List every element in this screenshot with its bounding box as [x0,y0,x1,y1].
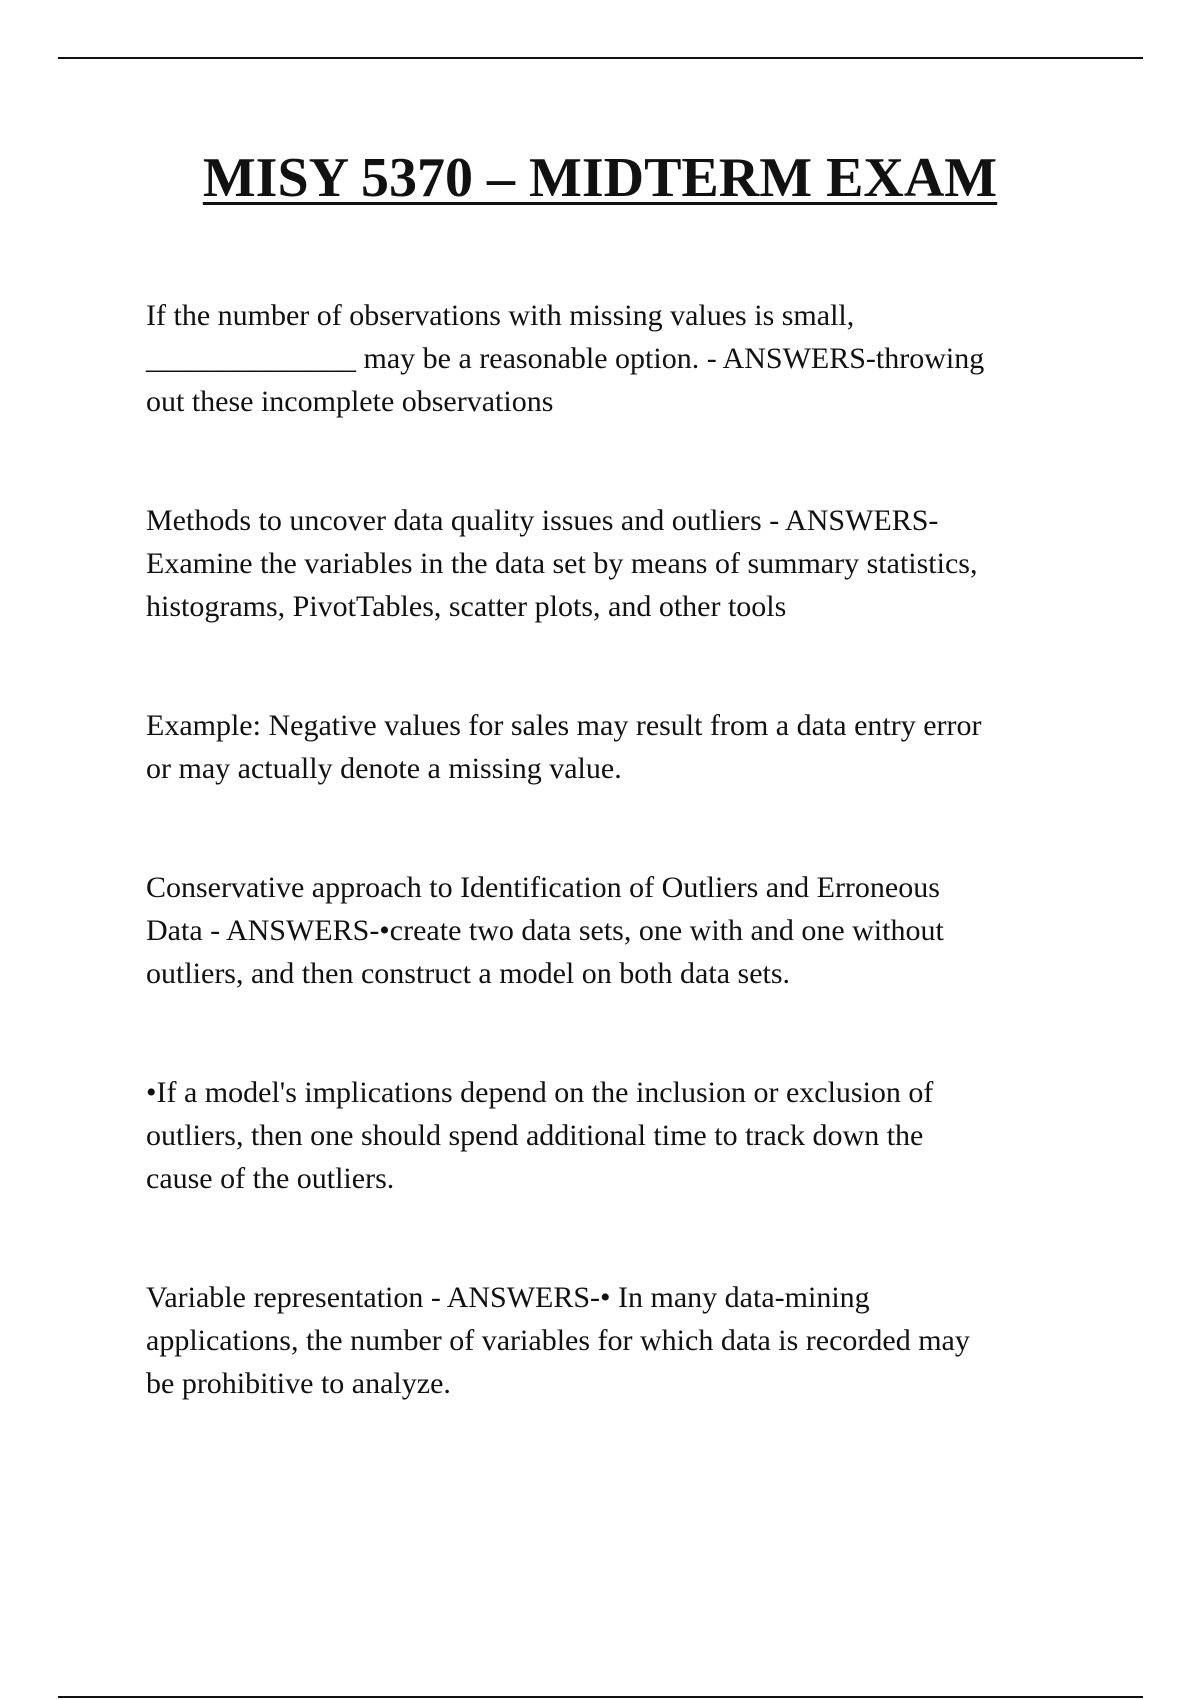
question-conservative-approach: Conservative approach to Identification of Outliers and Erroneous Data - ANSWERS-•create two data sets, one with and one without outliers, and then construct a model on both data sets. [146,871,944,990]
page-title [0,146,1200,210]
example-negative-values: Example: Negative values for sales may result from a data entry error or may actually denote a missing value. [146,709,982,785]
top-rule [58,57,1143,59]
question-variable-representation: Variable representation - ANSWERS-• In many data-mining applications, the number of variables for which data is recorded may be prohibitive to analyze. [146,1281,970,1400]
question-missing-values: If the number of observations with missing values is small, ______________ may be a reasonable option. - ANSWERS-throwing out these incomplete observations [146,299,985,418]
page-title-text: MISY 5370 – MIDTERM EXAM [202,147,998,209]
bottom-rule [58,1696,1143,1698]
document-body [146,294,1066,1481]
question-data-quality-methods: Methods to uncover data quality issues and outliers - ANSWERS- Examine the variables in the data set by means of summary statistics, histograms, PivotTables, scatter plots, and other tools [146,504,978,623]
note-model-implications: •If a model's implications depend on the inclusion or exclusion of outliers, then one should spend additional time to track down the cause of the outliers. [146,1076,934,1195]
